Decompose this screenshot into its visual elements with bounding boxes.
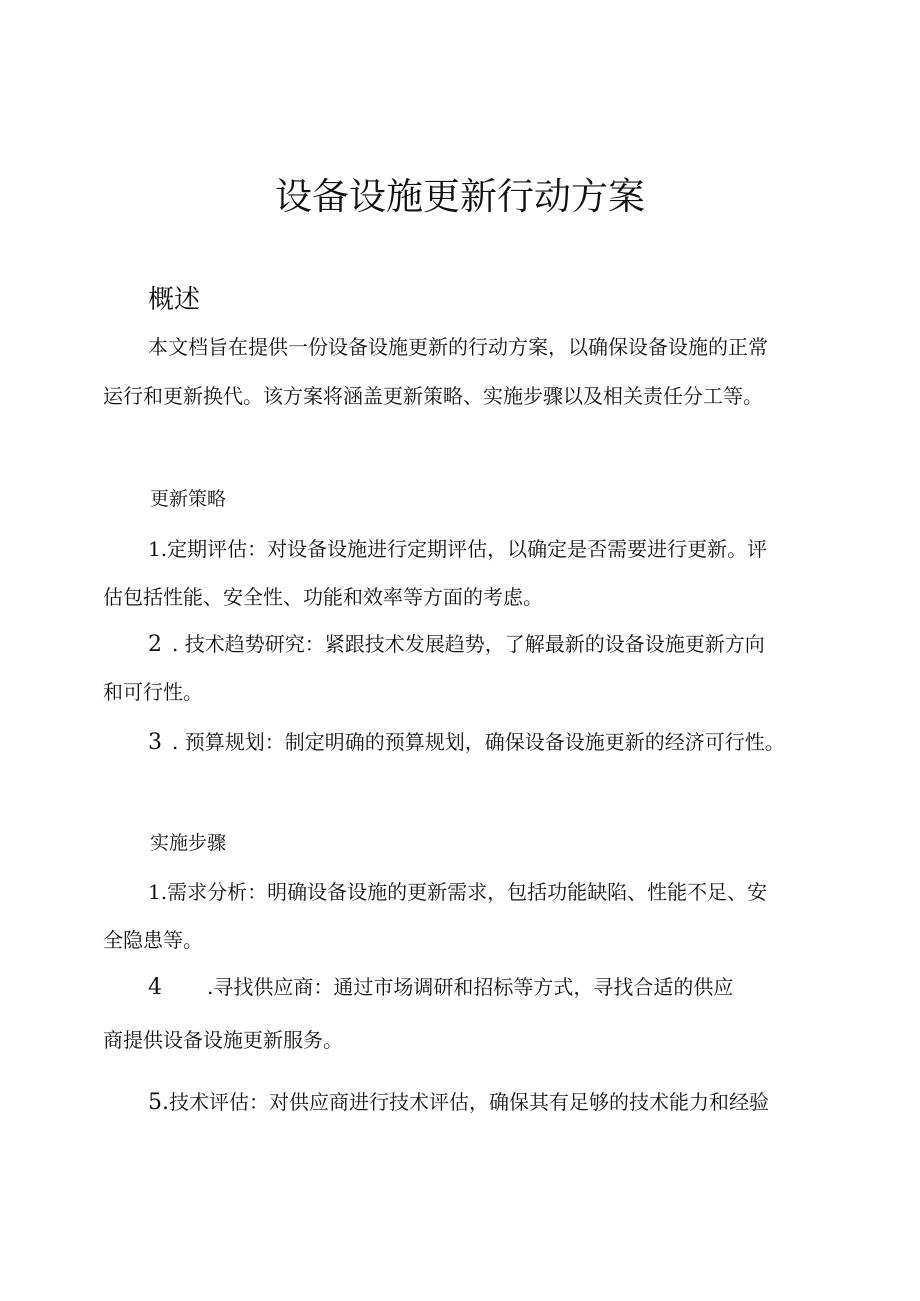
strategy-item-2-line-1 [148, 630, 765, 659]
implementation-item-1-line-2: 全隐患等。 [103, 928, 203, 952]
strategy-item-2-number: 2 [148, 632, 162, 657]
implementation-item-3-line-1 [148, 1088, 769, 1117]
strategy-item-1-number: 1. [148, 537, 168, 561]
implementation-heading: 实施步骤 [150, 832, 227, 854]
implementation-item-1-text: 需求分析：明确设备设施的更新需求，包括功能缺陷、性能不足、安 [167, 880, 768, 904]
strategy-heading: 更新策略 [150, 488, 227, 510]
overview-paragraph-line-2: 运行和更新换代。该方案将涵盖更新策略、实施步骤以及相关责任分工等。 [103, 384, 763, 408]
implementation-item-2-number: 4 [148, 975, 162, 1000]
overview-heading: 概述 [148, 285, 201, 315]
document-title: 设备设施更新行动方案 [275, 175, 645, 218]
implementation-item-2-line-1 [148, 973, 733, 1002]
overview-paragraph-line-1: 本文档旨在提供一份设备设施更新的行动方案，以确保设备设施的正常 [148, 335, 768, 359]
strategy-item-1-text: 定期评估：对设备设施进行定期评估，以确定是否需要进行更新。评 [167, 537, 768, 561]
implementation-item-1-number: 1. [148, 880, 168, 904]
implementation-item-1-line-1 [148, 878, 767, 906]
strategy-item-1-line-2: 估包括性能、安全性、功能和效率等方面的考虑。 [103, 585, 543, 609]
implementation-item-2-text: .寻找供应商：通过市场调研和招标等方式，寻找合适的供应 [207, 975, 734, 999]
implementation-item-2-line-2: 商提供设备设施更新服务。 [103, 1028, 343, 1052]
implementation-item-3-text: 技术评估：对供应商进行技术评估，确保其有足够的技术能力和经验 [169, 1090, 769, 1114]
strategy-item-1-line-1 [148, 535, 767, 563]
strategy-item-2-text: . 技术趋势研究：紧跟技术发展趋势，了解最新的设备设施更新方向 [172, 632, 765, 656]
strategy-item-3-text: . 预算规划：制定明确的预算规划，确保设备设施更新的经济可行性。 [172, 730, 785, 754]
strategy-item-3-number: 3 [148, 730, 162, 755]
strategy-item-3-line-1 [148, 728, 785, 757]
strategy-item-2-line-2: 和可行性。 [103, 680, 203, 704]
implementation-item-3-number: 5. [148, 1090, 169, 1115]
